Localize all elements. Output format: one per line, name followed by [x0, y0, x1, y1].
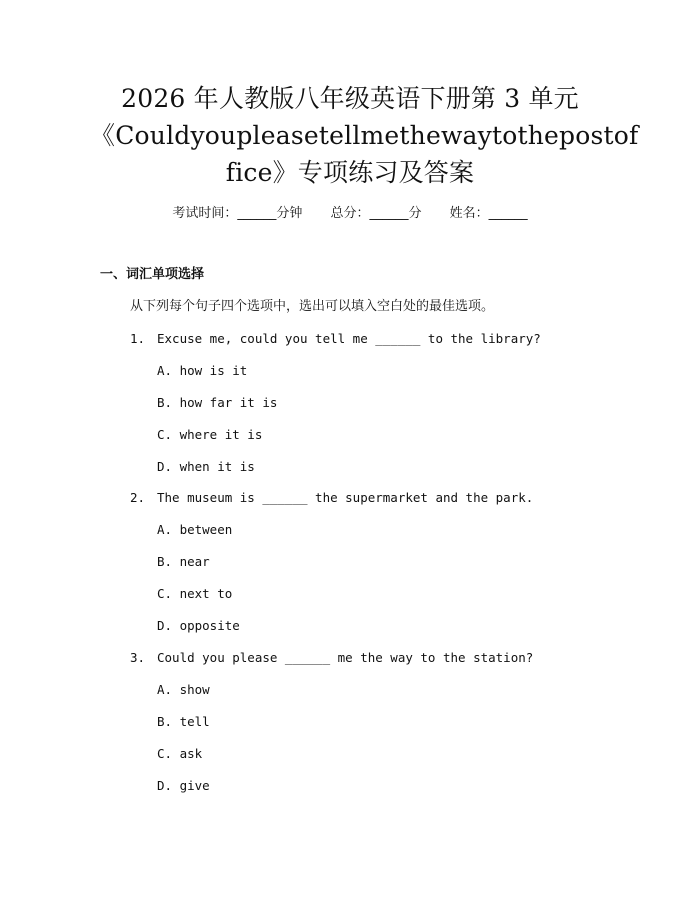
option-c: C. ask [157, 746, 203, 761]
title-line: 《Couldyoupleasetellmethewaytothepostof [90, 121, 639, 150]
question-number: 1. [130, 331, 146, 346]
option-d: D. when it is [157, 459, 255, 474]
question-text: The museum is ______ the supermarket and the park. [157, 490, 534, 505]
title-line: 2026 年人教版八年级英语下册第 3 单元 [121, 84, 579, 113]
option-b: B. how far it is [157, 395, 278, 410]
question-number: 2. [130, 490, 146, 505]
exam-meta [0, 205, 700, 223]
option-b: B. tell [157, 714, 210, 729]
option-b: B. near [157, 554, 210, 569]
title-line: fice》专项练习及答案 [225, 158, 475, 187]
section-instruction: 从下列每个句子四个选项中，选出可以填入空白处的最佳选项。 [130, 299, 495, 314]
section-heading: 一、词汇单项选择 [100, 267, 205, 282]
question-number: 3. [130, 650, 146, 665]
option-c: C. where it is [157, 427, 263, 442]
option-a: A. between [157, 522, 233, 537]
option-c: C. next to [157, 586, 233, 601]
option-d: D. give [157, 778, 210, 793]
option-d: D. opposite [157, 618, 240, 633]
total-score: 总分：______分 [330, 206, 422, 221]
option-a: A. show [157, 682, 210, 697]
question-text: Could you please ______ me the way to the station? [157, 650, 534, 665]
question-text: Excuse me, could you tell me ______ to the library? [157, 331, 541, 346]
option-a: A. how is it [157, 363, 248, 378]
exam-time: 考试时间：______分钟 [172, 206, 303, 221]
student-name: 姓名：______ [449, 206, 528, 221]
document-title [90, 80, 639, 191]
